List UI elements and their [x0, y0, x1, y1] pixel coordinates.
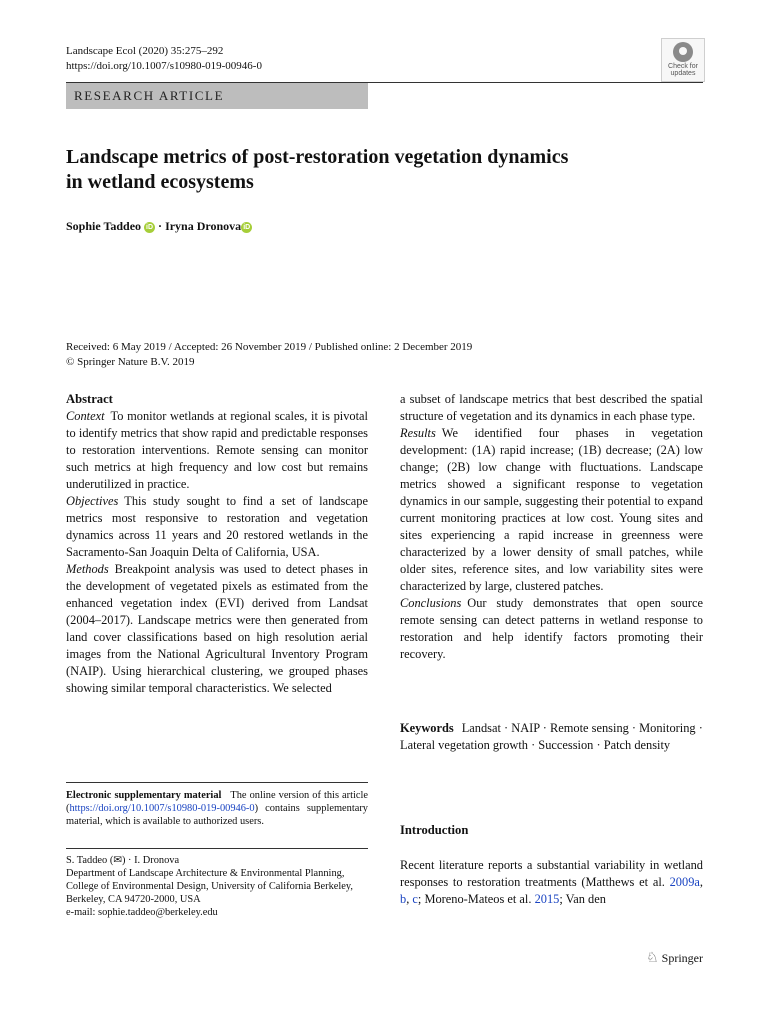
methods-label: Methods	[66, 562, 109, 576]
conclusions-label: Conclusions	[400, 596, 462, 610]
methods-continued: a subset of landscape metrics that best described the spatial structure of vegetation and its dynamics in each phase type.	[400, 392, 703, 423]
results-text: We identified four phases in vegetation development: (1A) rapid increase; (1B) decrease; (2A) low change; (2B) low change with fluctuations. Landscape metrics showed a significant response to vegetation dynamics in our sample, suggesting their potential to expand current monitoring practices at low cost. Young sites and sites experiencing a rapid increase in greenness were characterized by a lower density of small patches, while older sites, reference sites, and low variability sites were characterized by large, clustered patches.	[400, 426, 703, 593]
abstract-objectives	[66, 493, 368, 561]
keywords-label: Keywords	[400, 721, 454, 735]
keywords	[400, 720, 703, 754]
check-for-updates-badge[interactable]	[661, 38, 705, 82]
supplementary-note	[66, 789, 368, 828]
affiliation-rule	[66, 848, 368, 849]
doi-link[interactable]: https://doi.org/10.1007/s10980-019-00946-0	[66, 60, 262, 72]
context-text: To monitor wetlands at regional scales, it is pivotal to identify metrics that show rapid and predictable responses to restoration interventions. Remote sensing can monitor such metrics at high frequency and low cost but remains underutilized in practice.	[66, 409, 368, 491]
badge-label-1: Check for	[668, 63, 698, 70]
dates-line: Received: 6 May 2019 / Accepted: 26 November 2019 / Published online: 2 December 2019	[66, 341, 473, 353]
affiliation-address: Department of Landscape Architecture & Environmental Planning, College of Environmental Design, University of California Berkeley, Berkeley, CA 94720-2000, USA	[66, 868, 354, 905]
results-label: Results	[400, 426, 436, 440]
page-title	[66, 145, 686, 195]
objectives-label: Objectives	[66, 494, 119, 508]
abstract-context	[66, 408, 368, 493]
introduction-text	[400, 857, 703, 908]
publication-dates	[66, 340, 472, 370]
abstract-left-column	[66, 391, 368, 697]
publisher-name: Springer	[661, 951, 703, 965]
context-label: Context	[66, 409, 105, 423]
esm-text: The online version of this article (	[66, 790, 368, 814]
author-1[interactable]: Sophie Taddeo	[66, 219, 142, 233]
intro-text-3: ; Van den	[559, 892, 606, 906]
affiliation-names: S. Taddeo (✉) · I. Dronova	[66, 855, 180, 866]
reference-link[interactable]: c	[412, 892, 418, 906]
keywords-text: Landsat · NAIP · Remote sensing · Monitoring · Lateral vegetation growth · Succession · Patch density	[400, 721, 703, 752]
abstract-conclusions	[400, 595, 703, 663]
esm-label: Electronic supplementary material	[66, 790, 222, 801]
title-line-2: in wetland ecosystems	[66, 171, 254, 193]
article-type-banner	[66, 83, 368, 109]
reference-link[interactable]: 2009a	[669, 875, 700, 889]
abstract-results	[400, 425, 703, 595]
orcid-icon[interactable]: iD	[243, 223, 251, 231]
affiliation-email[interactable]: e-mail: sophie.taddeo@berkeley.edu	[66, 907, 218, 918]
esm-link[interactable]: https://doi.org/10.1007/s10980-019-00946-0	[69, 803, 255, 814]
esm-text-end: ) contains supplementary material, which is available to authorized users.	[66, 803, 368, 827]
intro-comma: ,	[406, 892, 413, 906]
journal-volume: Landscape Ecol (2020) 35:275–292	[66, 45, 224, 57]
journal-citation	[66, 44, 262, 74]
affiliation-block	[66, 854, 368, 919]
reference-link[interactable]: 2015	[534, 892, 560, 906]
author-separator: ·	[158, 219, 163, 233]
check-for-updates-icon	[673, 42, 693, 62]
abstract-right-column	[400, 391, 703, 663]
author-list	[66, 219, 252, 234]
introduction-heading: Introduction	[400, 823, 469, 837]
badge-label-2: updates	[670, 70, 696, 77]
footnote-rule	[66, 782, 368, 783]
author-2[interactable]: Iryna Dronova	[165, 219, 242, 233]
orcid-icon[interactable]: iD	[146, 223, 154, 231]
abstract-methods	[66, 561, 368, 697]
methods-text: Breakpoint analysis was used to detect phases in the development of vegetated pixels as estimated from the enhanced vegetation index (EVI) derived from Landsat (2004–2017). Landscape metrics were then generated from land cover classifications based on high resolution aerial images from the National Agricultural Inventory Program (NAIP). Using hierarchical clustering, we grouped phases showing similar temporal characteristics. We selected	[66, 562, 368, 695]
publisher-footer	[646, 950, 703, 967]
article-type: RESEARCH ARTICLE	[74, 88, 225, 103]
intro-text-2: ; Moreno-Mateos et al.	[417, 892, 535, 906]
intro-comma: ,	[699, 875, 703, 889]
abstract-heading: Abstract	[66, 392, 113, 406]
intro-text-1: Recent literature reports a substantial variability in wetland responses to restoration treatments (Matthews et al.	[400, 858, 703, 889]
reference-link[interactable]: b	[400, 892, 407, 906]
conclusions-text: Our study demonstrates that open source remote sensing can detect patterns in wetland response to restoration and help identify factors promoting their recovery.	[400, 596, 703, 661]
springer-horse-icon: ♘	[646, 951, 659, 966]
objectives-text: This study sought to find a set of landscape metrics most responsive to restoration and vegetation dynamics across 11 years and 20 restored wetlands in the Sacramento-San Joaquin Delta of California, USA.	[66, 494, 368, 559]
title-line-1: Landscape metrics of post-restoration vegetation dynamics	[66, 146, 569, 168]
copyright-line: © Springer Nature B.V. 2019	[66, 356, 195, 368]
